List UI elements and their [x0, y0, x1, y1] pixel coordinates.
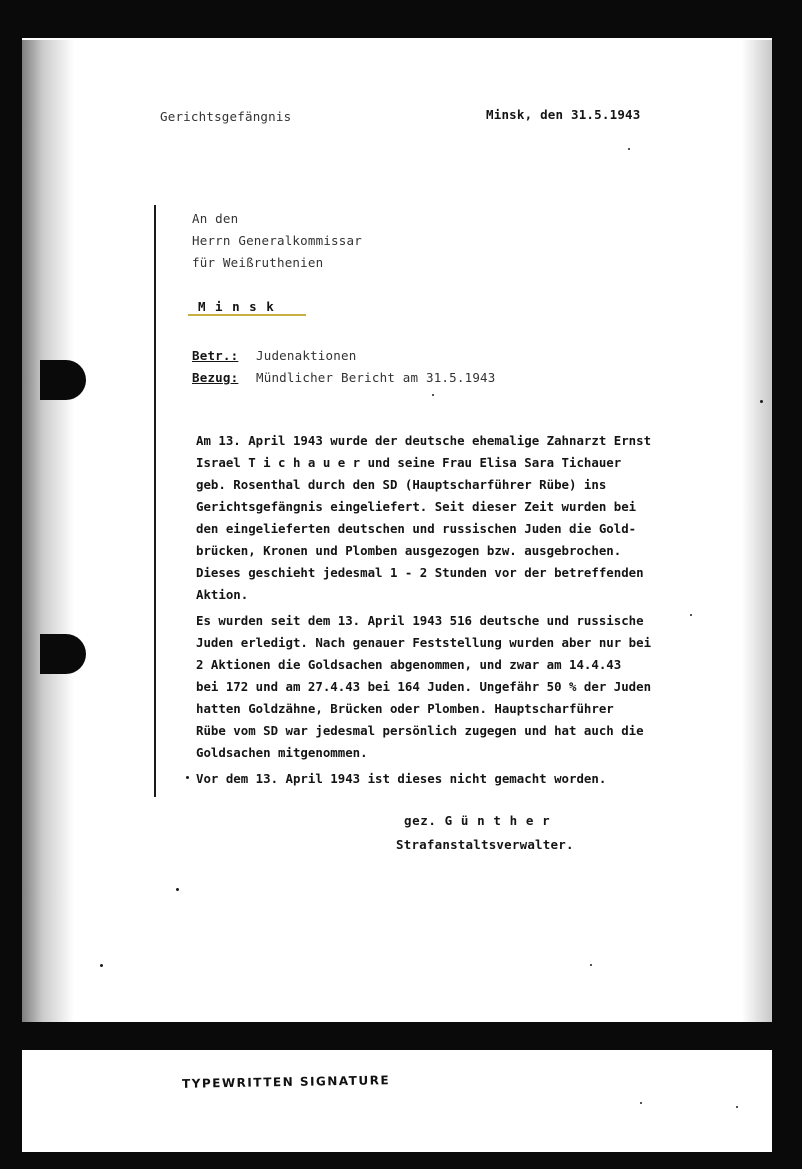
body-line: brücken, Kronen und Plomben ausgezogen bzw. ausgebrochen. [196, 543, 622, 558]
body-line: Goldsachen mitgenommen. [196, 745, 368, 760]
body-line: bei 172 und am 27.4.43 bei 164 Juden. Ungefähr 50 % der Juden [196, 679, 652, 694]
body-line: Aktion. [196, 587, 249, 602]
copy-speck [590, 964, 592, 966]
signature-name: gez. G ü n t h e r [404, 813, 551, 828]
copy-speck [176, 888, 179, 891]
recipient-city: M i n s k [198, 299, 275, 314]
frame-top-border [0, 0, 802, 38]
copy-speck [640, 1102, 642, 1104]
body-line: Gerichtsgefängnis eingeliefert. Seit dieser Zeit wurden bei [196, 499, 637, 514]
handwritten-annotation: TYPEWRITTEN SIGNATURE [181, 1073, 391, 1091]
copy-speck [100, 964, 103, 967]
body-line: hatten Goldzähne, Brücken oder Plomben. Hauptscharführer [196, 701, 614, 716]
body-line: Israel T i c h a u e r und seine Frau Elisa Sara Tichauer [196, 455, 622, 470]
frame-left-border [0, 0, 22, 1169]
copy-speck [760, 400, 763, 403]
sender-line: Gerichtsgefängnis [160, 109, 292, 124]
body-line: den eingelieferten deutschen und russischen Juden die Gold- [196, 521, 637, 536]
copy-speck [186, 776, 189, 779]
recipient-line-3: für Weißruthenien [192, 255, 324, 270]
copy-speck [736, 1106, 738, 1108]
body-line: geb. Rosenthal durch den SD (Hauptscharführer Rübe) ins [196, 477, 607, 492]
body-closing-line: Vor dem 13. April 1943 ist dieses nicht gemacht worden. [196, 771, 607, 786]
copy-speck [628, 148, 630, 150]
frame-right-border [772, 0, 802, 1169]
city-underline [188, 314, 306, 316]
right-edge-stain [742, 40, 774, 1025]
betr-label: Betr.: [192, 348, 239, 363]
body-line: 2 Aktionen die Goldsachen abgenommen, und zwar am 14.4.43 [196, 657, 622, 672]
left-edge-stain [22, 40, 74, 1025]
signature-title: Strafanstaltsverwalter. [396, 837, 574, 852]
margin-rule-line [154, 205, 156, 797]
punch-hole-lower [40, 634, 86, 674]
recipient-line-2: Herrn Generalkommissar [192, 233, 362, 248]
punch-hole-upper [40, 360, 86, 400]
lower-white-area [22, 1050, 772, 1152]
body-line: Juden erledigt. Nach genauer Feststellung wurden aber nur bei [196, 635, 652, 650]
bezug-label: Bezug: [192, 370, 239, 385]
body-line: Dieses geschieht jedesmal 1 - 2 Stunden vor der betreffenden [196, 565, 644, 580]
frame-bottom-border [0, 1152, 802, 1169]
betr-value: Judenaktionen [256, 348, 357, 363]
body-line: Es wurden seit dem 13. April 1943 516 deutsche und russische [196, 613, 644, 628]
recipient-line-1: An den [192, 211, 239, 226]
place-date: Minsk, den 31.5.1943 [486, 107, 641, 122]
body-line: Am 13. April 1943 wurde der deutsche ehemalige Zahnarzt Ernst [196, 433, 652, 448]
page-bottom-band [22, 1022, 774, 1050]
copy-speck [432, 394, 434, 396]
copy-speck [690, 614, 692, 616]
bezug-value: Mündlicher Bericht am 31.5.1943 [256, 370, 496, 385]
body-line: Rübe vom SD war jedesmal persönlich zugegen und hat auch die [196, 723, 644, 738]
